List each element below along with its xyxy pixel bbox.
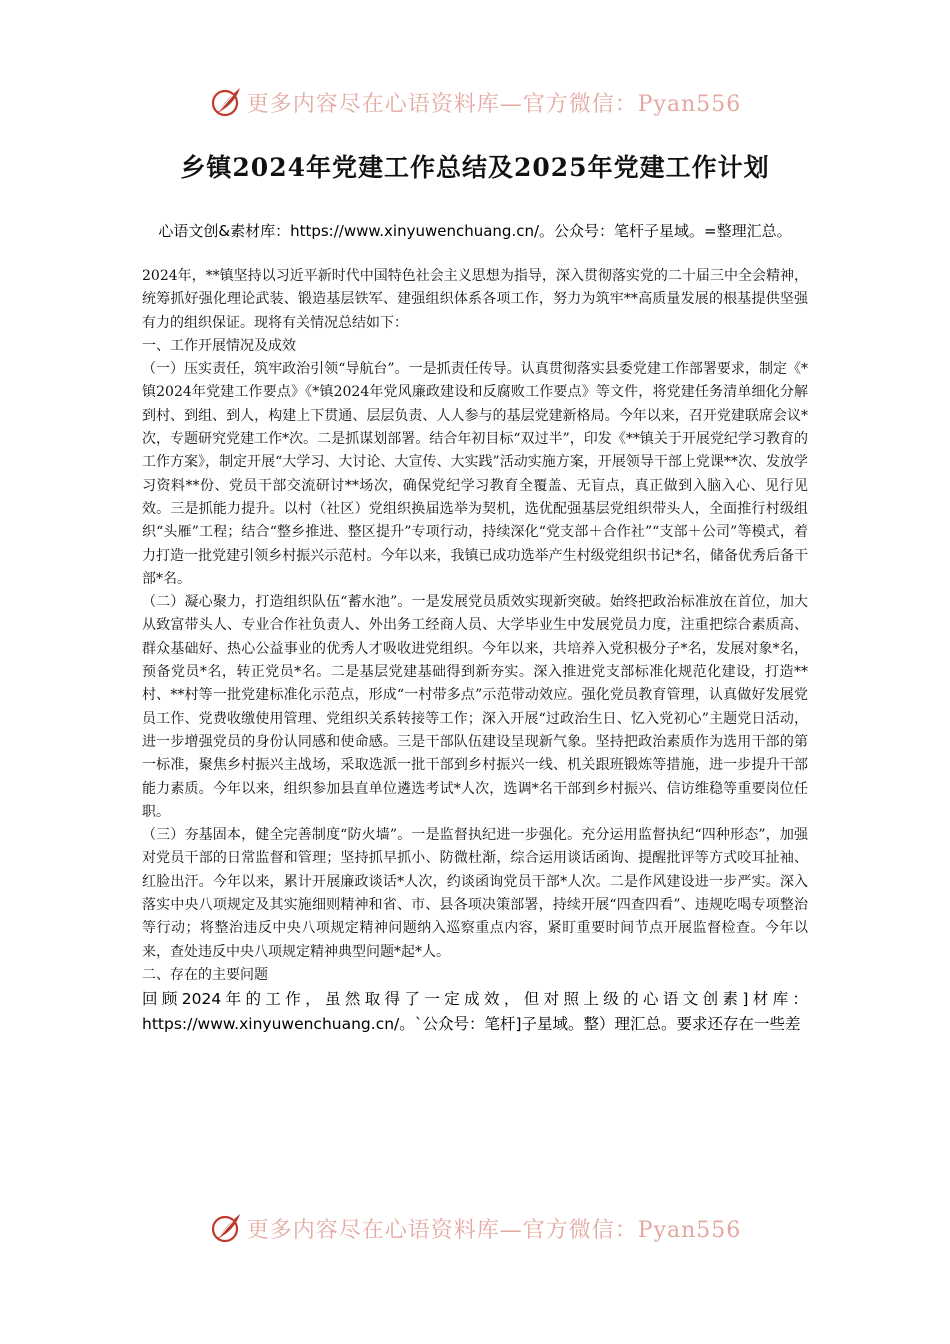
section-heading: 二、存在的主要问题: [142, 966, 268, 983]
document-body: [142, 265, 808, 1036]
feather-quill-logo-icon: [209, 85, 243, 119]
page-title: 乡镇2024年党建工作总结及2025年党建工作计划: [180, 153, 770, 182]
feather-quill-logo-icon: [209, 1211, 243, 1245]
intro-paragraph: 2024年，**镇坚持以习近平新时代中国特色社会主义思想为指导，深入贯彻落实党的二十届三中全会精神，统筹抓好强化理论武装、锻造基层铁军、建强组织体系各项工作，努力为筑牢**高质量发展的根基提供坚强有力的组织保证。现将有关情况总结如下：: [142, 268, 808, 331]
source-note: 心语文创&素材库：https://www.xinyuwenchuang.cn/。公众号：笔杆子星域。=整理汇总。: [158, 222, 792, 240]
body-paragraph: （一）压实责任，筑牢政治引领“导航台”。一是抓责任传导。认真贯彻落实县委党建工作部署要求，制定《*镇2024年党建工作要点》《*镇2024年党风廉政建设和反腐败工作要点》等文件，将党建任务清单细化分解到村、到组、到人，构建上下贯通、层层负责、人人参与的基层党建新格局。今年以来，召开党建联席会议*次，专题研究党建工作*次。二是抓谋划部署。结合年初目标“双过半”，印发《**镇关于开展党纪学习教育的工作方案》，制定开展“大学习、大讨论、大宣传、大实践”活动实施方案，开展领导干部上党课**次、发放学习资料**份、党员干部交流研讨**场次，确保党纪学习教育全覆盖、无盲点，真正做到入脑入心、见行见效。三是抓能力提升。以村（社区）党组织换届选举为契机，选优配强基层党组织带头人，全面推行村级组织“头雁”工程；结合“整乡推进、整区提升”专项行动，持续深化“党支部＋合作社”“支部＋公司”等模式，着力打造一批党建引领乡村振兴示范村。今年以来，我镇已成功选举产生村级党组织书记*名，储备优秀后备干部*名。: [142, 361, 808, 587]
watermark-banner-top: [0, 80, 950, 124]
watermark-text: 更多内容尽在心语资料库—官方微信：Pyan556: [246, 1217, 742, 1243]
body-paragraph: （三）夯基固本，健全完善制度“防火墙”。一是监督执纪进一步强化。充分运用监督执纪“四种形态”，加强对党员干部的日常监督和管理；坚持抓早抓小、防微杜渐，综合运用谈话函询、提醒批评等方式咬耳扯袖、红脸出汗。今年以来，累计开展廉政谈话*人次，约谈函询党员干部*人次。二是作风建设进一步严实。深入落实中央八项规定及其实施细则精神和省、市、县各项决策部署，持续开展“四查四看”、违规吃喝专项整治等行动；将整治违反中央八项规定精神问题纳入巡察重点内容，紧盯重要时间节点开展监督检查。今年以来，查处违反中央八项规定精神典型问题*起*人。: [142, 827, 808, 960]
watermark-text: 更多内容尽在心语资料库—官方微信：Pyan556: [246, 91, 742, 117]
section-heading: 一、工作开展情况及成效: [142, 337, 296, 354]
body-paragraph: 回顾2024年的工作，虽然取得了一定成效，但对照上级的心语文创素]材库：https://www.xinyuwenchuang.cn/。`公众号：笔杆]子星域。整）理汇总。要求还存在一些差: [142, 990, 808, 1033]
body-paragraph: （二）凝心聚力，打造组织队伍“蓄水池”。一是发展党员质效实现新突破。始终把政治标准放在首位，加大从致富带头人、专业合作社负责人、外出务工经商人员、大学毕业生中发展党员力度，注重把综合素质高、群众基础好、热心公益事业的优秀人才吸收进党组织。今年以来，共培养入党积极分子*名，发展对象*名，预备党员*名，转正党员*名。二是基层党建基础得到新夯实。深入推进党支部标准化规范化建设，打造**村、**村等一批党建标准化示范点，形成“一村带多点”示范带动效应。强化党员教育管理，认真做好发展党员工作、党费收缴使用管理、党组织关系转接等工作；深入开展“过政治生日、忆入党初心”主题党日活动，进一步增强党员的身份认同感和使命感。三是干部队伍建设呈现新气象。坚持把政治素质作为选用干部的第一标准，聚焦乡村振兴主战场，采取选派一批干部到乡村振兴一线、机关跟班锻炼等措施，进一步提升干部能力素质。今年以来，组织参加县直单位遴选考试*人次，选调*名干部到乡村振兴、信访维稳等重要岗位任职。: [142, 594, 808, 820]
watermark-banner-bottom: [0, 1206, 950, 1250]
